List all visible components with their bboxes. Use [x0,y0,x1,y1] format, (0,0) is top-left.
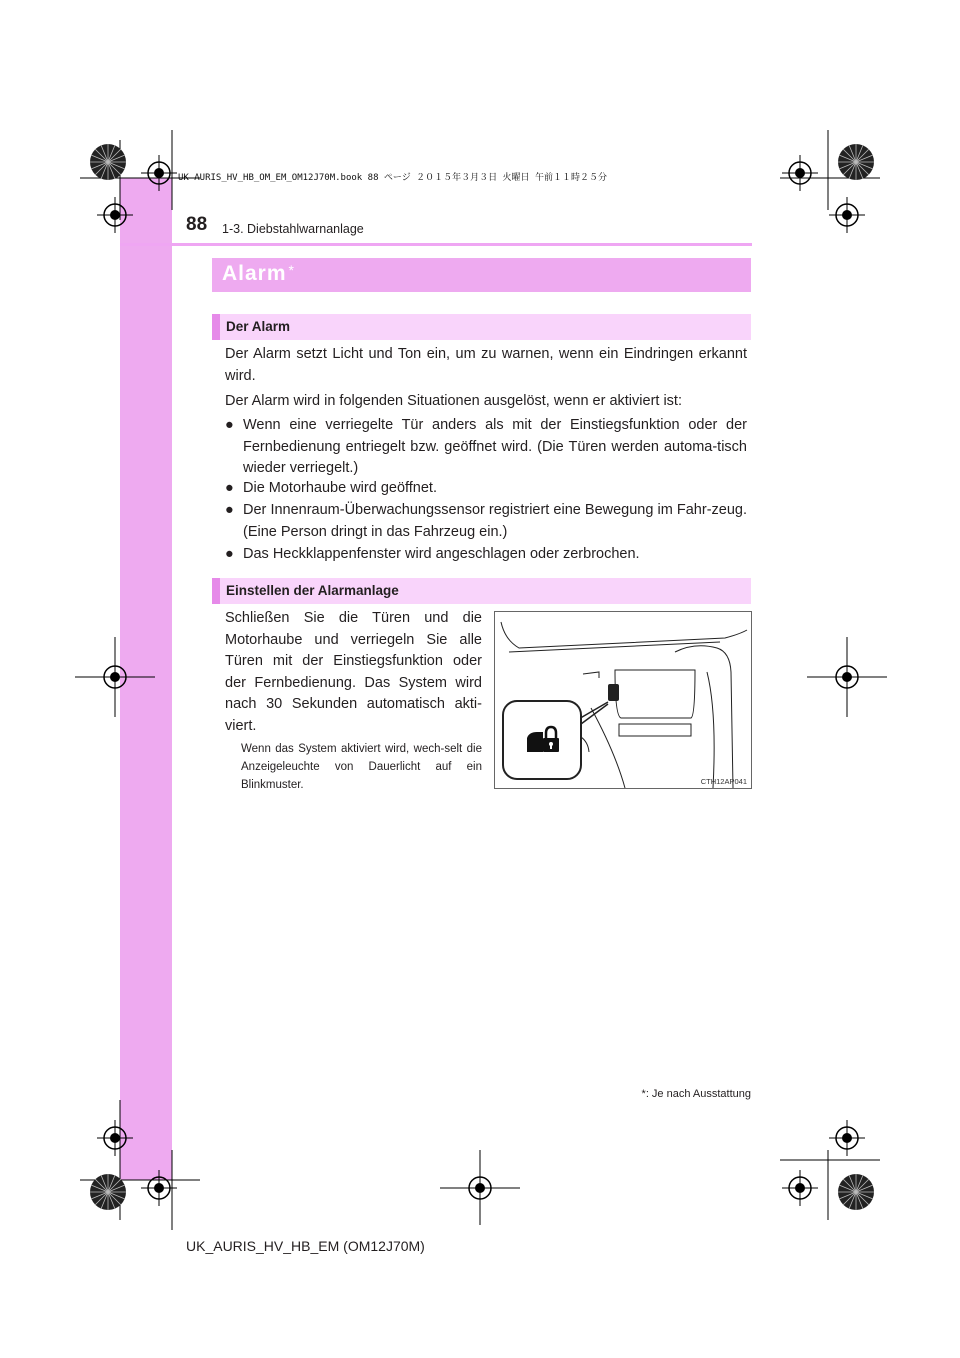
registration-mark-icon [829,1120,865,1156]
trigger-paragraph: Der Alarm wird in folgenden Situationen ausgelöst, wenn er aktiviert ist: [225,393,682,409]
starburst-mark-icon [836,1172,876,1212]
lock-indicator-icon [523,724,563,756]
list-item-text: Der Innenraum-Überwachungssensor registriert eine Bewegung im Fahr-zeug. (Eine Person dringt in das Fahrzeug ein.) [243,502,747,540]
subheading-label: Der Alarm [226,319,291,334]
intro-paragraph: Der Alarm setzt Licht und Ton ein, um zu warnen, wenn ein Eindringen erkannt wird. [225,346,747,384]
dashboard-illustration [495,612,751,788]
footnote-text: : Je nach Ausstattung [645,1088,751,1100]
registration-mark-icon [782,155,818,191]
print-book-info: UK AURIS_HV_HB_OM_EM_OM12J70M.book 88 ページ ２０１５年３月３日 火曜日 午前１１時２５分 [178,173,607,183]
dashboard-figure [494,611,752,789]
setup-paragraph: Schließen Sie die Türen und die Motorhaube und verriegeln Sie alle Türen mit der Einstiegsfunktion oder der Fernbedienung. Das System wird nach 30 Sekunden automatisch akti-viert. [225,610,482,734]
subheading-der-alarm [212,314,751,340]
figure-code: CTH12AP041 [700,777,747,786]
registration-mark-icon [141,155,177,191]
list-item-text: Das Heckklappenfenster wird angeschlagen oder zerbrochen. [243,546,640,562]
list-item [225,500,747,544]
list-item [225,415,747,481]
section-breadcrumb: 1-3. Diebstahlwarnanlage [222,222,364,236]
subheading-label: Einstellen der Alarmanlage [226,583,399,598]
registration-mark-icon [829,659,865,695]
page-number: 88 [186,214,208,235]
header-rule [120,243,752,246]
title-marker: * [288,262,295,278]
chapter-title-bar [212,258,751,292]
subheading-accent [212,578,220,604]
starburst-mark-icon [88,142,128,182]
registration-mark-icon [829,197,865,233]
bullet-icon: ● [225,417,234,433]
registration-mark-icon [462,1170,498,1206]
footnote [600,1088,751,1100]
list-item [225,478,747,500]
subheading-einstellen [212,578,751,604]
footnote-marker: * [641,1088,646,1100]
bullet-icon: ● [225,480,234,496]
registration-mark-icon [97,197,133,233]
registration-mark-icon [97,1120,133,1156]
registration-mark-icon [782,1170,818,1206]
setup-note: Wenn das System aktiviert wird, wech-selt die Anzeigeleuchte von Dauerlicht auf ein Blinkmuster. [241,743,482,791]
registration-mark-icon [97,659,133,695]
list-item-text: Wenn eine verriegelte Tür anders als mit der Einstiegsfunktion oder der Fernbedienung entriegelt bzw. geöffnet wird. (Die Türen werden automa-tisch wieder verriegelt.) [243,417,747,476]
chapter-title [222,262,295,286]
subheading-accent [212,314,220,340]
registration-mark-icon [141,1170,177,1206]
starburst-mark-icon [88,1172,128,1212]
list-item-text: Die Motorhaube wird geöffnet. [243,480,437,496]
list-item [225,544,747,566]
starburst-mark-icon [836,142,876,182]
footer-document-code: UK_AURIS_HV_HB_EM (OM12J70M) [186,1238,425,1254]
bullet-icon: ● [225,502,234,518]
chapter-title-text: Alarm [222,262,287,285]
bullet-icon: ● [225,546,234,562]
